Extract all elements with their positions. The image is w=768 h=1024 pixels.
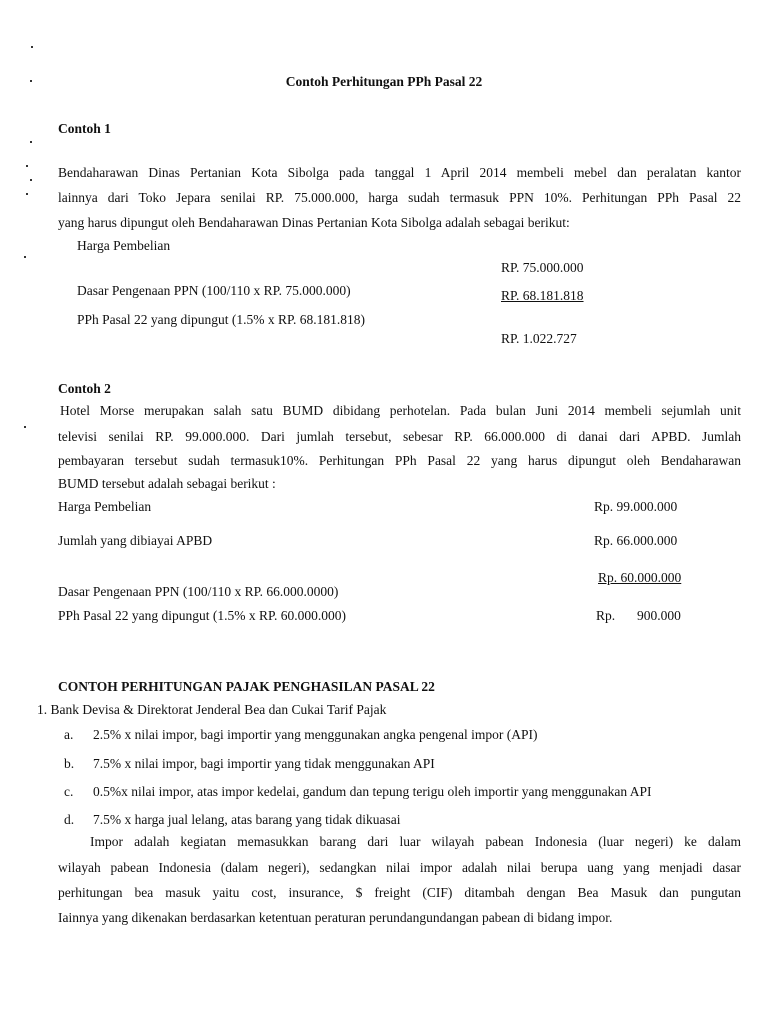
contoh2-paragraph-line: televisi senilai RP. 99.000.000. Dari jumlah tersebut, sebesar RP. 66.000.000 di danai dari APBD. Jumlah xyxy=(58,429,741,444)
contoh1-pph-label: PPh Pasal 22 yang dipungut (1.5% x RP. 68.181.818) xyxy=(77,312,366,327)
section3-paragraph-line: Impor adalah kegiatan memasukkan barang dari luar wilayah pabean Indonesia (luar negeri) ke dalam xyxy=(90,834,741,849)
contoh1-harga-label: Harga Pembelian xyxy=(77,238,171,253)
list-item-letter: a. xyxy=(64,727,74,742)
list-item-letter: b. xyxy=(64,756,75,771)
list-item-letter: c. xyxy=(64,784,74,799)
list-item-text: 7.5% x harga jual lelang, atas barang yang tidak dikuasai xyxy=(93,812,401,827)
list-item-letter: d. xyxy=(64,812,75,827)
margin-speck xyxy=(31,46,33,48)
contoh2-heading: Contoh 2 xyxy=(58,381,111,396)
margin-speck xyxy=(26,165,28,167)
section3-item1: 1. Bank Devisa & Direktorat Jenderal Bea dan Cukai Tarif Pajak xyxy=(37,702,387,717)
contoh1-paragraph-line: yang harus dipungut oleh Bendaharawan Dinas Pertanian Kota Sibolga adalah sebagai berikut: xyxy=(58,215,570,230)
list-item-text: 0.5%x nilai impor, atas impor kedelai, gandum dan tepung terigu oleh importir yang menggunakan API xyxy=(93,784,652,799)
contoh1-dpp-value: RP. 68.181.818 xyxy=(501,288,584,303)
contoh1-paragraph-line: lainnya dari Toko Jepara senilai RP. 75.000.000, harga sudah termasuk PPN 10%. Perhitungan PPh Pasal 22 xyxy=(58,190,741,205)
margin-speck xyxy=(30,141,32,143)
contoh2-pph-value-prefix: Rp. xyxy=(596,608,616,623)
contoh2-dpp-value: Rp. 60.000.000 xyxy=(598,570,682,585)
list-item-text: 2.5% x nilai impor, bagi importir yang menggunakan angka pengenal impor (API) xyxy=(93,727,538,742)
contoh1-dpp-label: Dasar Pengenaan PPN (100/110 x RP. 75.000.000) xyxy=(77,283,351,298)
contoh1-harga-value: RP. 75.000.000 xyxy=(501,260,584,275)
contoh2-apbd-label: Jumlah yang dibiayai APBD xyxy=(58,533,213,548)
margin-speck xyxy=(30,179,32,181)
contoh1-pph-value: RP. 1.022.727 xyxy=(501,331,577,346)
contoh2-harga-label: Harga Pembelian xyxy=(58,499,152,514)
list-item-text: 7.5% x nilai impor, bagi importir yang tidak menggunakan API xyxy=(93,756,435,771)
contoh2-paragraph-line: Hotel Morse merupakan salah satu BUMD dibidang perhotelan. Pada bulan Juni 2014 membeli sejumlah unit xyxy=(60,403,741,418)
contoh1-heading: Contoh 1 xyxy=(58,121,111,136)
margin-speck xyxy=(24,256,26,258)
section3-paragraph-line: wilayah pabean Indonesia (dalam negeri), sedangkan nilai impor adalah nilai berupa uang yang menjadi dasar xyxy=(58,860,741,875)
contoh2-apbd-value: Rp. 66.000.000 xyxy=(594,533,678,548)
document-title: Contoh Perhitungan PPh Pasal 22 xyxy=(285,74,483,89)
contoh2-harga-value: Rp. 99.000.000 xyxy=(594,499,678,514)
section3-heading: CONTOH PERHITUNGAN PAJAK PENGHASILAN PASAL 22 xyxy=(58,679,435,694)
contoh2-dpp-label: Dasar Pengenaan PPN (100/110 x RP. 66.000.0000) xyxy=(58,584,339,599)
contoh2-pph-value: 900.000 xyxy=(637,608,681,623)
contoh2-paragraph-line: BUMD tersebut adalah sebagai berikut : xyxy=(58,476,276,491)
section3-paragraph-line: Iainnya yang dikenakan berdasarkan ketentuan peraturan perundangundangan pabean di bidang impor. xyxy=(58,910,613,925)
margin-speck xyxy=(26,193,28,195)
section3-paragraph-line: perhitungan bea masuk yaitu cost, insurance, $ freight (CIF) ditambah dengan Bea Masuk dan pungutan xyxy=(58,885,741,900)
contoh2-paragraph-line: pembayaran tersebut sudah termasuk10%. Perhitungan PPh Pasal 22 yang harus dipungut oleh Bendaharawan xyxy=(58,453,741,468)
contoh1-paragraph-line: Bendaharawan Dinas Pertanian Kota Sibolga pada tanggal 1 April 2014 membeli mebel dan peralatan kantor xyxy=(58,165,741,180)
contoh2-pph-label: PPh Pasal 22 yang dipungut (1.5% x RP. 60.000.000) xyxy=(58,608,347,623)
margin-speck xyxy=(24,426,26,428)
